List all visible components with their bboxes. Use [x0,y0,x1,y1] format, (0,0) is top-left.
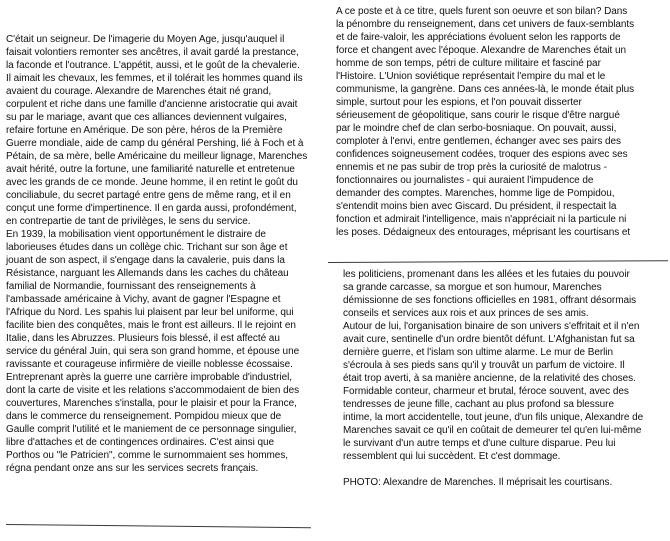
right-text-column-top [336,5,666,239]
scan-edge-line-left [6,524,311,528]
left-column-line: familial de Normandie, fournissant des renseignements à [6,281,256,292]
right-top-line: homme de son temps, pétri de culture militaire et fasciné par [336,58,601,69]
right-top-line: par le moindre chef de clan serbo-bosniaque. On pouvait, aussi, [336,123,617,134]
left-column-line: avaient du courage. Alexandre de Marenches était né grand, [6,86,272,97]
left-column-line: Entreprenant après la guerre une carrière improbable d'industriel, [6,372,292,383]
left-column-line: Résistance, narguant les Allemands dans les caches du château [6,268,289,279]
right-top-line: ennemis et ne pas subir de trop près la curiosité de malotrus - [336,162,607,173]
right-bottom-line: le survivant d'un autre temps et d'une culture disparue. Peu lui [343,438,616,449]
right-top-line: comploter à l'envi, entre gentlemen, échanger avec ses pairs des [336,136,621,147]
right-bottom-line: dernière guerre, et l'islam son ultime alarme. Le mur de Berlin [343,347,613,358]
right-bottom-line: était trop averti, à sa manière ancienne, de la relativité des choses. [343,373,636,384]
right-bottom-line: s'écroula à ses pieds sans qu'il y trouvât un parfum de victoire. Il [343,360,625,371]
left-column-line: faisait volontiers remonter ses ancêtres, il avait gardé la prestance, [6,47,299,58]
right-top-line: les poses. Dédaigneux des entourages, méprisant les courtisans et [336,227,631,238]
left-column-line: conciliabule, du secret partagé entre gens de même rang, et il en [6,190,291,201]
right-top-line: sérieusement de géopolitique, sans courir le risque d'être nargué [336,110,620,121]
left-column-line: laborieuses études dans un collège chic. Trichant sur son âge et [6,242,288,253]
right-bottom-line: ressemblent qui lui succèdent. Et c'est dommage. [343,451,561,462]
right-top-line: fonction et admirait l'intelligence, mais n'appréciait ni la particule ni [336,214,627,225]
left-text-column [6,33,306,475]
scan-edge-line-right [328,260,668,263]
left-column-line: refaire fortune en Amérique. De son père, héros de la Première [6,125,283,136]
left-column-line: dans le commerce du renseignement. Pompidou mieux que de [6,411,282,422]
left-column-line: su par le mariage, avant que ces alliances deviennent vulgaires, [6,112,287,123]
right-top-line: simple, surtout pour les espions, et l'on pouvait disserter [336,97,582,108]
left-column-line: Guerre mondiale, aide de camp du général Pershing, lié à Foch et à [6,138,304,149]
left-column-line: régna pendant onze ans sur les services secrets français. [6,463,259,474]
left-column-line: Il aimait les chevaux, les femmes, et il tolérait les hommes quand ils [6,73,303,84]
right-bottom-line: sa grande carcasse, sa morgue et son humour, Marenches [343,282,602,293]
left-column-line: service du général Juin, qui sera son grand homme, et épouse une [6,346,300,357]
right-top-line: l'Histoire. L'Union soviétique représentait l'empire du mal et le [336,71,606,82]
left-column-line: la faconde et l'outrance. L'appétit, aussi, et le goût de la chevalerie. [6,60,300,71]
right-top-line: s'entendit moins bien avec Giscard. Du président, il respectait la [336,201,617,212]
right-bottom-line: conseils et services aux rois et aux princes de ses amis. [343,308,589,319]
right-top-line: confidences soigneusement codées, troquer des espions avec ses [336,149,628,160]
left-column-line: conçut une forme d'impertinence. Il en garda aussi, profondément, [6,203,297,214]
right-top-line: A ce poste et à ce titre, quels furent son oeuvre et son bilan? Dans [336,6,628,17]
right-bottom-line: intime, la mort accidentelle, tout jeune, d'un fils unique, Alexandre de [343,412,644,423]
right-bottom-line: les politiciens, promenant dans les allées et les futaies du pouvoir [343,269,630,280]
right-top-line: force et changent avec l'époque. Alexandre de Marenches était un [336,45,627,56]
right-text-column-bottom [343,268,667,489]
right-bottom-line: Formidable conteur, charmeur et brutal, féroce souvent, avec des [343,386,629,397]
left-column-line: C'était un seigneur. De l'imagerie du Moyen Age, jusqu'auquel il [6,34,285,45]
left-column-line: couvertures, Marenches s'installa, pour le plaisir et pour la France, [6,398,297,409]
left-column-line: Pétain, de sa mère, belle Américaine du meilleur lignage, Marenches [6,151,308,162]
right-bottom-line: démissionne de ses fonctions officielles en 1981, offrant désormais [343,295,637,306]
right-top-line: demander des comptes. Marenches, homme lige de Pompidou, [336,188,615,199]
left-column-line: ravissante et courageuse infirmière de vieille noblesse écossaise. [6,359,293,370]
left-column-line: l'ambassade américaine à Vichy, avant de gagner l'Espagne et [6,294,281,305]
left-column-line: l'Afrique du Nord. Les spahis lui plaisent par leur bel uniforme, qui [6,307,294,318]
photo-caption: PHOTO: Alexandre de Marenches. Il méprisait les courtisans. [343,477,613,488]
right-top-line: fonctionnaires ou journalistes - qui auraient l'impudence de [336,175,594,186]
right-bottom-line: tendresses de jeune fille, cachant au plus profond sa blessure [343,399,614,410]
left-column-line: avait hérité, outre la fortune, une familiarité naturelle et entretenue [6,164,295,175]
right-top-line: la pénombre du renseignement, dans cet univers de faux-semblants [336,19,635,30]
left-column-line: Gaulle comprit l'utilité et le maniement de ce personnage singulier, [6,424,297,435]
left-column-line: Italie, dans les Abruzzes. Plusieurs fois blessé, il est affecté au [6,333,280,344]
left-column-line: jouant de son aspect, il s'engage dans la cavalerie, puis dans la [6,255,285,266]
left-column-line: avec les grands de ce monde. Jeune homme, il en retint le goût du [6,177,298,188]
left-column-line: Porthos ou "le Patricien", comme le surnommaient ses hommes, [6,450,288,461]
left-column-line: en contrepartie de tant de privilèges, le sens du service. [6,216,251,227]
left-column-line: corpulent et riche dans une famille d'ancienne aristocratie qui avait [6,99,298,110]
left-column-line: En 1939, la mobilisation vient opportunément le distraire de [6,229,266,240]
left-column-line: libre d'attaches et de contingences ordinaires. C'est ainsi que [6,437,275,448]
right-bottom-line: Marenches savait ce qu'il en coûtait de demeurer tel qu'en lui-même [343,425,642,436]
right-bottom-line: Autour de lui, l'organisation binaire de son univers s'effritait et il n'en [343,321,640,332]
right-top-line: communisme, la gangrène. Dans ces années-là, le monde était plus [336,84,635,95]
right-bottom-line: avait cure, sentinelle d'un ordre bientôt défunt. L'Afghanistan fut sa [343,334,635,345]
right-top-line: et de faire-valoir, les appréciations évoluent selon les rapports de [336,32,621,43]
left-column-line: facilite bien des conquêtes, mais le front est ailleurs. Il le rejoint en [6,320,296,331]
left-column-line: dont la carte de visite et les relations s'accommodaient de bien des [6,385,300,396]
